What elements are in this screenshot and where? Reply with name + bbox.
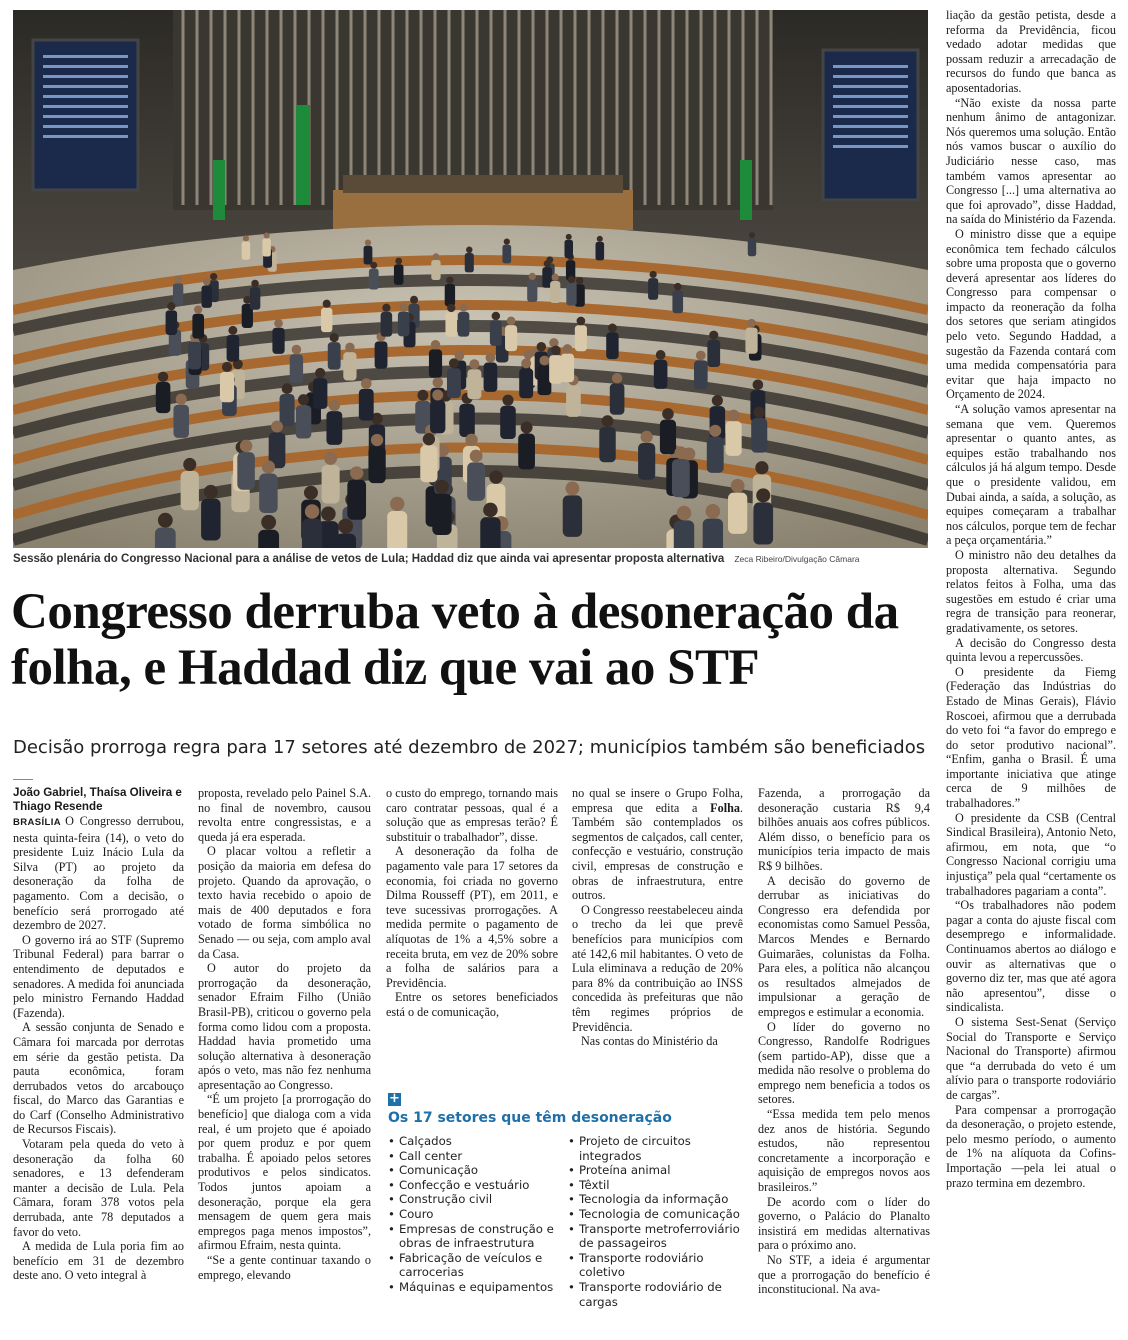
paragraph: Entre os setores beneficiados está o de comunicação, [386, 990, 558, 1019]
column-2 [198, 786, 371, 1282]
photo-credit: Zeca Ribeiro/Divulgação Câmara [734, 554, 860, 564]
headline: Congresso derruba veto à desoneração da folha, e Haddad diz que vai ao STF [11, 584, 899, 696]
column-6 [946, 8, 1116, 1190]
sectors-box [388, 1093, 746, 1325]
column-3 [386, 786, 558, 1020]
sector-item: • Têxtil [568, 1178, 746, 1193]
paragraph: O autor do projeto da prorrogação da desoneração, senador Efraim Filho (União Brasil-PB), criticou o governo pela forma como lidou com a proposta. Haddad havia prometido uma solução alternativa à desoneração após o veto, mas não fez nenhuma apresentação ao Congresso. [198, 961, 371, 1092]
lead-paragraph: BRASÍLIA O Congresso derrubou, nesta quinta-feira (14), o veto do presidente Luiz Inácio Lula da Silva (PT) ao projeto da desoneração da folha de pagamento. Com a decisão, o benefício será prorrogado até dezembro de 2027. [13, 814, 184, 933]
paragraph: “Se a gente continuar taxando o emprego, elevando [198, 1253, 371, 1282]
sector-item: • Projeto de circuitos integrados [568, 1134, 746, 1163]
paragraph: “Essa medida tem pelo menos dez anos de história. Segundo estudos, não representou concretamente a incorporação e aquisição de empregos novos aos brasileiros.” [758, 1107, 930, 1195]
sector-item: • Confecção e vestuário [388, 1178, 568, 1193]
paragraph: O ministro não deu detalhes da proposta alternativa. Segundo relatos feitos à Folha, uma das sugestões em estudo é criar uma regra de transição para reonerar, gradativamente, os setores. [946, 547, 1116, 635]
paragraph: o custo do emprego, tornando mais caro contratar pessoas, qual é a solução que as empresas terão? É substituir o trabalhador”, disse. [386, 786, 558, 844]
paragraph: A sessão conjunta de Senado e Câmara foi marcada por derrotas em série da gestão petista. Da pauta econômica, foram derrubados vetos do arcabouço fiscal, do Marco das Garantias e do Carf (Conselho Administrativo de Recursos Fiscais). [13, 1020, 184, 1137]
column-4 [572, 786, 743, 1049]
paragraph: Fazenda, a prorrogação da desoneração custaria R$ 9,4 bilhões anuais aos cofres públicos. Além disso, o benefício para os municípios teria impacto de mais R$ 9 bilhões. [758, 786, 930, 873]
byline: João Gabriel, Thaísa Oliveira e Thiago Resende [13, 786, 182, 813]
paragraph: “É um projeto [a prorrogação do benefício] que dialoga com a vida real, é um projeto que é apoiado por quem produz e por quem trabalha. É apoiado pelos setores produtivos e pelos sindicatos. Todos juntos apoiam a desoneração, porque ela gera mensagem de quem gera mais empregos paga menos impostos”, afirmou Efraim, nesta quinta. [198, 1092, 371, 1253]
paragraph: O presidente da CSB (Central Sindical Brasileira), Antonio Neto, afirmou, em nota, que “o Congresso Nacional corrigiu uma injustiça” pela qual “certamente os trabalhadores pagariam a conta”. [946, 810, 1116, 898]
sectors-box-title: Os 17 setores que têm desoneração [388, 1110, 672, 1126]
paragraph: O governo irá ao STF (Supremo Tribunal Federal) para barrar o entendimento de deputados e senadores. A medida foi anunciada pelo ministro Fernando Haddad (Fazenda). [13, 932, 184, 1020]
paragraph: De acordo com o líder do governo, o Palácio do Planalto insistirá em medidas alternativas para o próximo ano. [758, 1194, 930, 1253]
presiding-table [333, 190, 633, 230]
flag-right [740, 160, 752, 220]
photo-caption [13, 553, 928, 565]
sector-item: • Máquinas e equipamentos [388, 1280, 568, 1295]
dateline: BRASÍLIA [13, 817, 62, 828]
sector-item: • Proteína animal [568, 1163, 746, 1178]
paragraph: Nas contas do Ministério da [581, 1034, 718, 1049]
sector-item: • Tecnologia de comunicação [568, 1207, 746, 1222]
plenary-photo [13, 10, 928, 548]
sector-item: • Construção civil [388, 1192, 568, 1207]
sector-item: • Transporte rodoviário coletivo [568, 1251, 746, 1280]
paragraph: “Não existe da nossa parte nenhum ânimo de antagonizar. Nós queremos uma solução. Então nós vamos buscar o auxílio do Judiciário nesse caso, mas também vamos apresentar ao Congresso [...] uma alternativa ao que foi aprovado”, disse Haddad, na saída do Ministério da Fazenda. [946, 95, 1116, 227]
paragraph: Votaram pela queda do veto à desoneração da folha 60 senadores, e 13 defenderam manter a decisão de Lula. Pela Câmara, foram 378 votos pela derrubada, ante 78 deputados a favor do veto. [13, 1137, 184, 1239]
paragraph: O líder do governo no Congresso, Randolfe Rodrigues (sem partido-AP), disse que a medida não resolve o problema do emprego nem beneficia a todos os setores. [758, 1019, 930, 1107]
paragraph: A desoneração da folha de pagamento vale para 17 setores da economia, foi criada no governo Dilma Rousseff (PT), em 2011, e teve sucessivas prorrogações. A medida permite o pagamento de alíquotas de 1% a 4,5% sobre a receita bruta, em vez de 20% sobre a folha de salários para a Previdência. [386, 844, 558, 990]
paragraph: “Os trabalhadores não podem pagar a conta do ajuste fiscal com desemprego e informalidade. Continuamos abertos ao diálogo e ouvir as alternativas que o governo diz ter, mas que até agora não apresentou”, disse o sindicalista. [946, 898, 1116, 1015]
paragraph: O placar voltou a refletir a posição da maioria em defesa do projeto. Quando da aprovação, o texto havia recebido o apoio de mais de 400 deputados e fora votado de forma simbólica no Senado — ou seja, com amplo aval da Casa. [198, 844, 371, 961]
sector-item: • Empresas de construção e obras de infraestrutura [388, 1222, 568, 1251]
plenary-illustration [13, 10, 928, 548]
paragraph: “A solução vamos apresentar na semana que vem. Queremos apresentar o quanto antes, as equipes estão trabalhando nos cálculos já há algum tempo. Desde que o presidente validou, em Dubai ainda, a saída, a solução, as equipes começaram a trabalhar nos cálculos, porque tem de fechar a peça orçamentária.” [946, 402, 1116, 548]
sectors-list-right [568, 1134, 746, 1309]
paragraph: proposta, revelado pelo Painel S.A. no final de novembro, causou revolta entre congressistas, e a queda já era esperada. [198, 786, 371, 844]
sector-item: • Transporte metroferroviário de passageiros [568, 1222, 746, 1251]
paragraph: O presidente da Fiemg (Federação das Indústrias do Estado de Minas Gerais), Flávio Roscoei, afirmou que a derrubada do veto foi “a favor do emprego e do setor produtivo nacional”. “Enfim, ganha o Brasil. É uma importante iniciativa que atinge cerca de 9 milhões de trabalhadores.” [946, 664, 1116, 811]
sector-item: • Call center [388, 1149, 568, 1164]
sector-item: • Calçados [388, 1134, 568, 1149]
paragraph: Para compensar a prorrogação da desoneração, o projeto estende, pelo mesmo período, o aumento de 1% na alíquota da Cofins-Importação —pela lei atual o prazo termina em dezembro. [946, 1102, 1116, 1190]
sectors-list-left [388, 1134, 568, 1309]
sector-item: • Comunicação [388, 1163, 568, 1178]
paragraph: A decisão do governo de derrubar as iniciativas do Congresso era defendida por economistas como Samuel Pessôa, Marcos Mendes e Bernardo Guimarães, colunistas da Folha. Para eles, a política não alcançou os resultados almejados de impulsionar a geração de empregos e estimular a economia. [758, 873, 930, 1019]
paragraph: A decisão do Congresso desta quinta levou a repercussões. [946, 635, 1116, 665]
caption-text: Sessão plenária do Congresso Nacional para a análise de vetos de Lula; Haddad diz que ainda vai apresentar proposta alternativa [13, 553, 725, 565]
subheadline: Decisão prorroga regra para 17 setores até dezembro de 2027; municípios também são beneficiados [13, 737, 926, 758]
column-1 [13, 786, 184, 1283]
paragraph: no qual se insere o Grupo Folha, empresa que edita a Folha. Também são contemplados os segmentos de calçados, call center, confecção e vestuário, construção civil, empresas de construção e obras de infraestrutura, entre outros. [572, 786, 743, 903]
plus-icon: + [389, 1091, 400, 1106]
flag-left [296, 105, 310, 205]
paragraph: O sistema Sest-Senat (Serviço Social do Transporte e Serviço Nacional do Transporte) afirmou que “a derrubada do veto é um alívio para o transporte rodoviário de cargas”. [946, 1014, 1116, 1102]
paragraph: O ministro disse que a equipe econômica tem fechado cálculos sobre uma proposta que o governo deverá apresentar aos líderes do Congresso para compensar o impacto da reoneração da folha dos setores que seriam atingidos pelo veto. Segundo Haddad, a sugestão da Fazenda contará com uma medida compensatória para evitar que haja impacto no Orçamento de 2024. [946, 226, 1116, 402]
paragraph: No STF, a ideia é argumentar que a prorrogação do benefício é inconstitucional. Na ava- [758, 1253, 930, 1297]
paragraph: liação da gestão petista, desde a reforma da Previdência, ficou vedado adotar medidas que possam reduzir a arrecadação de recursos do fundo que banca as aposentadorias. [946, 8, 1116, 95]
paragraph: A medida de Lula poria fim ao benefício em 31 de dezembro deste ano. O veto integral à [13, 1239, 184, 1283]
column-5 [758, 786, 930, 1297]
paragraph: O Congresso reestabeleceu ainda o trecho da lei que prevê benefícios para municípios com até 142,6 mil habitantes. O veto de Lula eliminava a redução de 20% para 8% da contribuição ao INSS concedida às prefeituras que não têm regimes próprios de Previdência. [572, 902, 743, 1034]
sector-item: • Fabricação de veículos e carrocerias [388, 1251, 568, 1280]
sector-item: • Tecnologia da informação [568, 1192, 746, 1207]
sector-item: • Couro [388, 1207, 568, 1222]
sector-item: • Transporte rodoviário de cargas [568, 1280, 746, 1309]
byline-rule [13, 779, 33, 780]
